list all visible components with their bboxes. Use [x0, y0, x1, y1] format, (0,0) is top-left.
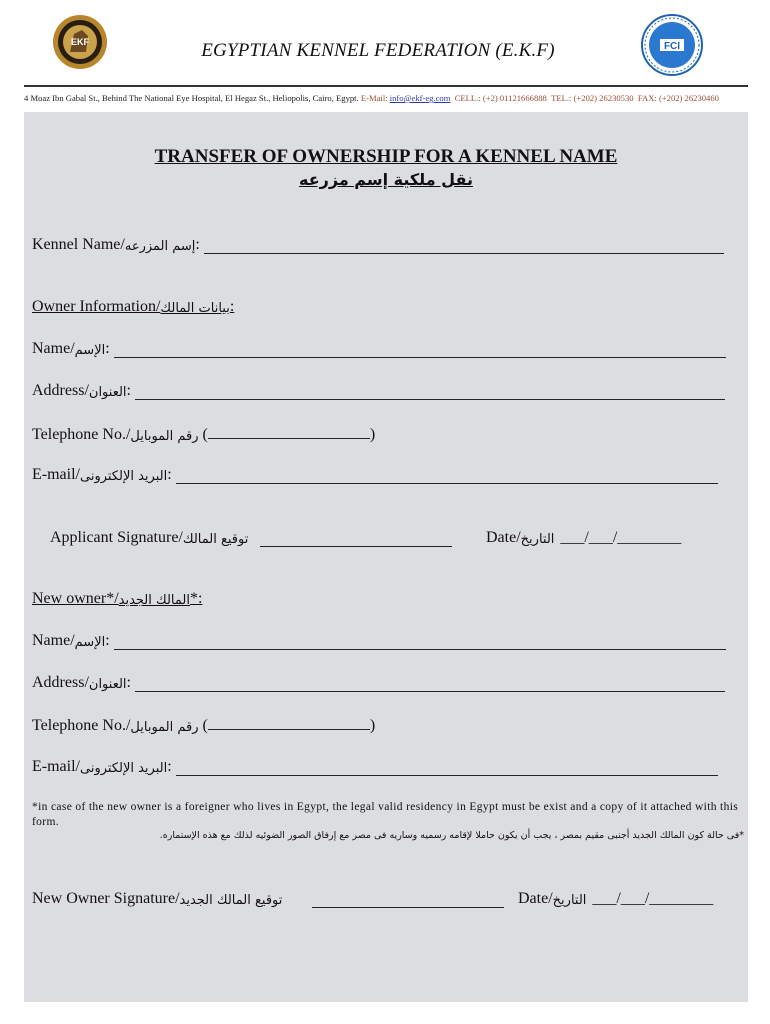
new-owner-name-arabic: الإسم [74, 635, 106, 650]
kennel-name-row: Kennel Name/ إسم المزرعه : [32, 236, 724, 254]
contact-line [24, 93, 748, 103]
owner-address-label: Address/ [32, 382, 89, 399]
new-owner-date-arabic: التاريخ [552, 893, 587, 908]
applicant-signature-field[interactable] [260, 532, 452, 547]
new-owner-address-row: Address/ العنوان : [32, 674, 725, 692]
new-owner-signature-arabic: توقيع المالك الجديد [179, 893, 283, 908]
new-owner-telephone-row: Telephone No./ رقم الموبايل ( ) [32, 717, 376, 735]
owner-section-heading: Owner Information/ بيانات المالك : [32, 298, 235, 316]
owner-section-label: Owner Information/ [32, 298, 161, 315]
new-owner-email-arabic: البريد الإلكترونى [79, 761, 168, 776]
fax-number: FAX: (+202) 26230460 [637, 93, 719, 103]
tel-number: TEL.: (+202) 26230530 [551, 93, 634, 103]
owner-telephone-field[interactable] [208, 424, 370, 439]
organization-title: EGYPTIAN KENNEL FEDERATION (E.K.F) [201, 40, 555, 61]
new-owner-address-label: Address/ [32, 674, 89, 691]
owner-name-label: Name/ [32, 340, 75, 357]
owner-address-field[interactable] [135, 385, 725, 400]
new-owner-email-row: E-mail/ البريد الإلكترونى : [32, 758, 718, 776]
new-owner-address-arabic: العنوان [88, 677, 127, 692]
kennel-name-arabic: إسم المزرعه [124, 239, 196, 254]
owner-section-arabic: بيانات المالك [160, 301, 230, 316]
owner-telephone-label: Telephone No./ [32, 426, 131, 443]
kennel-name-field[interactable] [204, 239, 724, 254]
new-owner-section-label: New owner*/ [32, 590, 119, 607]
ekf-logo [52, 14, 108, 70]
owner-email-field[interactable] [176, 469, 718, 484]
new-owner-telephone-arabic: رقم الموبايل [130, 720, 199, 735]
new-owner-name-field[interactable] [114, 635, 726, 650]
new-owner-date-row [518, 890, 713, 908]
owner-telephone-row: Telephone No./ رقم الموبايل ( ) [32, 426, 376, 444]
owner-name-row: Name/ الإسم : [32, 340, 726, 358]
owner-email-arabic: البريد الإلكترونى [79, 469, 168, 484]
owner-email-row: E-mail/ البريد الإلكترونى : [32, 466, 718, 484]
applicant-signature-row [50, 529, 452, 547]
svg-text:FCI: FCI [663, 41, 681, 52]
new-owner-signature-label: New Owner Signature/ [32, 890, 180, 907]
owner-name-arabic: الإسم [74, 343, 106, 358]
cell-number: CELL.: (+2) 01121666888 [454, 93, 547, 103]
new-owner-name-label: Name/ [32, 632, 75, 649]
owner-telephone-arabic: رقم الموبايل [130, 429, 199, 444]
form-title: TRANSFER OF OWNERSHIP FOR A KENNEL NAME [154, 146, 618, 167]
new-owner-telephone-label: Telephone No./ [32, 717, 131, 734]
header-divider [24, 85, 748, 87]
applicant-signature-label: Applicant Signature/ [50, 529, 183, 546]
new-owner-signature-row [32, 890, 504, 908]
new-owner-section-heading: New owner*/ المالك الجديد *: [32, 590, 203, 608]
form-title-arabic: نقل ملكية إسم مزرعه [299, 170, 473, 189]
new-owner-email-field[interactable] [176, 761, 718, 776]
new-owner-email-label: E-mail/ [32, 758, 80, 775]
applicant-date-label: Date/ [486, 529, 521, 546]
new-owner-name-row: Name/ الإسم : [32, 632, 726, 650]
owner-name-field[interactable] [114, 343, 726, 358]
applicant-date-field[interactable]: ___/___/________ [560, 529, 682, 546]
new-owner-address-field[interactable] [135, 677, 725, 692]
applicant-date-arabic: التاريخ [520, 532, 555, 547]
applicant-date-row [486, 529, 681, 547]
email-label: E-Mail: [360, 93, 388, 103]
new-owner-section-arabic: المالك الجديد [118, 593, 190, 608]
kennel-name-label: Kennel Name/ [32, 236, 125, 253]
email-link[interactable]: info@ekf-eg.com [389, 93, 451, 103]
applicant-signature-arabic: توقيع المالك [182, 532, 249, 547]
svg-text:EKF: EKF [71, 37, 89, 47]
residency-footnote-arabic: *فى حالة كون المالك الجديد أجنبى مقيم بمصر ، يجب أن يكون حاملا لإقامه رسميه وساريه فى مصر مع إرفاق الصور الضوئيه لذلك مع هذه الإستماره. [159, 830, 744, 841]
owner-email-label: E-mail/ [32, 466, 80, 483]
new-owner-telephone-field[interactable] [208, 715, 370, 730]
owner-address-row: Address/ العنوان : [32, 382, 725, 400]
address-text: 4 Moaz Ibn Gabal St., Behind The National Eye Hospital, El Hegaz St., Heliopolis, Cairo, Egypt. [24, 93, 359, 103]
new-owner-signature-field[interactable] [312, 893, 504, 908]
owner-address-arabic: العنوان [88, 385, 127, 400]
new-owner-date-field[interactable]: ___/___/________ [592, 890, 714, 907]
residency-footnote: *in case of the new owner is a foreigner who lives in Egypt, the legal valid residency in Egypt must be exist and a copy of it attached with this form. [32, 801, 739, 828]
fci-logo [641, 14, 703, 76]
new-owner-date-label: Date/ [518, 890, 553, 907]
